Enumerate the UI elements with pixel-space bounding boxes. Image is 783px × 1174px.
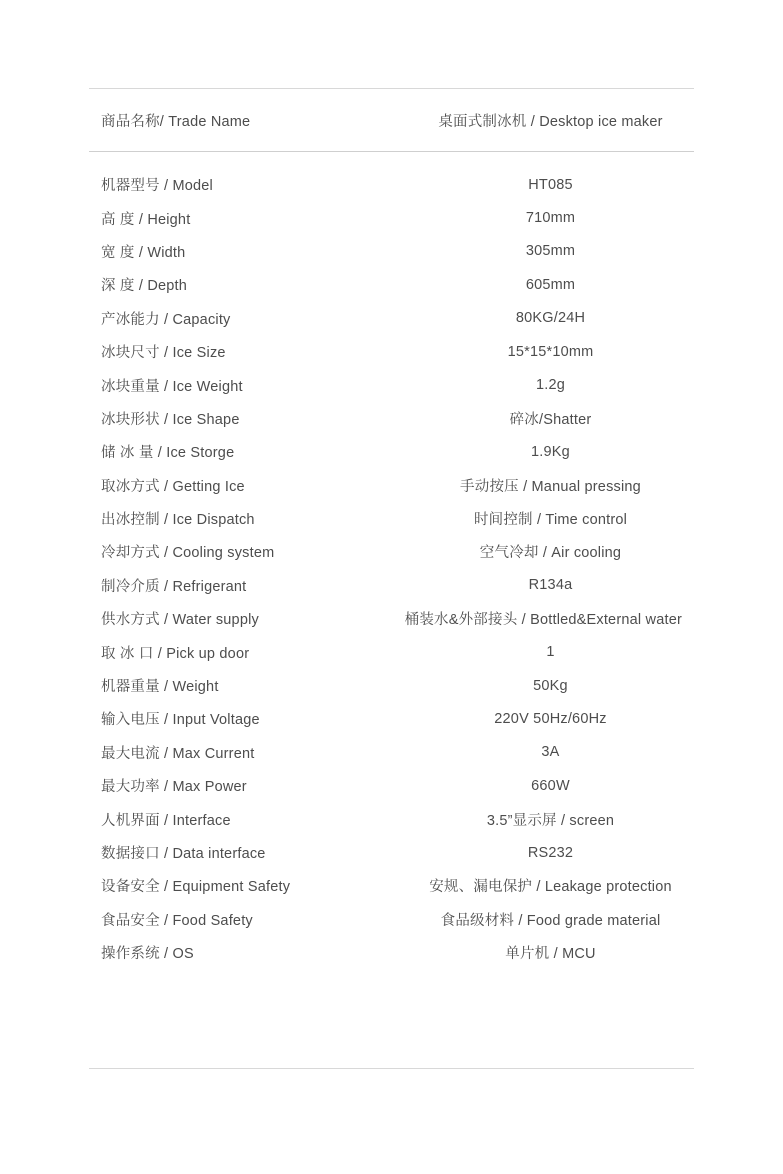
table-row bbox=[89, 836, 694, 869]
row-value: 220V 50Hz/60Hz bbox=[494, 710, 607, 727]
row-value: 3A bbox=[541, 744, 560, 761]
table-row bbox=[89, 168, 694, 201]
row-label: 最大电流 / Max Current bbox=[101, 745, 255, 762]
table-row bbox=[89, 669, 694, 702]
row-label: 储 冰 量 / Ice Storge bbox=[101, 445, 235, 462]
row-label: 设备安全 / Equipment Safety bbox=[101, 879, 291, 896]
row-value: 空气冷却 / Air cooling bbox=[479, 545, 622, 562]
row-label: 冷却方式 / Cooling system bbox=[101, 545, 275, 562]
row-label: 人机界面 / Interface bbox=[101, 812, 231, 829]
row-label: 产冰能力 / Capacity bbox=[101, 311, 231, 328]
table-row bbox=[89, 802, 694, 835]
table-row bbox=[89, 535, 694, 568]
table-row bbox=[89, 368, 694, 401]
row-value: 1 bbox=[546, 644, 555, 661]
row-label: 食品安全 / Food Safety bbox=[101, 912, 253, 929]
table-row bbox=[89, 769, 694, 802]
table-row bbox=[89, 502, 694, 535]
header-label-trade-name: 商品名称/ Trade Name bbox=[101, 113, 251, 130]
table-row bbox=[89, 402, 694, 435]
row-label: 冰块重量 / Ice Weight bbox=[101, 378, 243, 395]
row-value: 单片机 / MCU bbox=[505, 946, 596, 963]
row-label: 输入电压 / Input Voltage bbox=[101, 712, 260, 729]
table-header-row bbox=[89, 89, 694, 151]
table-row bbox=[89, 569, 694, 602]
row-value: RS232 bbox=[527, 844, 574, 861]
row-label: 机器重量 / Weight bbox=[101, 679, 219, 696]
row-value: R134a bbox=[528, 577, 573, 594]
header-value-trade-name: 桌面式制冰机 / Desktop ice maker bbox=[438, 113, 663, 130]
row-value: 1.2g bbox=[535, 377, 566, 394]
row-value: 50Kg bbox=[533, 677, 568, 694]
table-row bbox=[89, 235, 694, 268]
table-row bbox=[89, 268, 694, 301]
row-label: 数据接口 / Data interface bbox=[101, 846, 266, 862]
table-row bbox=[89, 936, 694, 969]
row-label: 深 度 / Depth bbox=[101, 278, 188, 295]
table-row bbox=[89, 736, 694, 769]
table-body bbox=[89, 152, 694, 969]
table-row bbox=[89, 702, 694, 735]
row-value: 660W bbox=[531, 777, 570, 794]
row-value: 710mm bbox=[525, 210, 576, 227]
row-value: 605mm bbox=[525, 276, 576, 293]
table-row bbox=[89, 903, 694, 936]
specification-table bbox=[89, 88, 694, 969]
table-row bbox=[89, 201, 694, 234]
row-label: 取 冰 口 / Pick up door bbox=[101, 645, 250, 662]
row-value: 桶装水&外部接头 / Bottled&External water bbox=[404, 612, 682, 629]
row-value: 80KG/24H bbox=[515, 310, 586, 327]
table-row bbox=[89, 335, 694, 368]
row-value: 15*15*10mm bbox=[507, 343, 594, 360]
table-bottom-divider bbox=[89, 1068, 694, 1069]
row-label: 出冰控制 / Ice Dispatch bbox=[101, 512, 255, 529]
row-value: 手动按压 / Manual pressing bbox=[460, 478, 641, 495]
table-row bbox=[89, 602, 694, 635]
table-row bbox=[89, 869, 694, 902]
row-value: 3.5”显示屏 / screen bbox=[486, 812, 615, 829]
row-label: 供水方式 / Water supply bbox=[101, 612, 259, 629]
table-row bbox=[89, 635, 694, 668]
row-label: 高 度 / Height bbox=[101, 211, 191, 228]
row-value: HT085 bbox=[528, 176, 573, 193]
row-label: 冰块形状 / Ice Shape bbox=[101, 411, 240, 428]
row-label: 宽 度 / Width bbox=[101, 244, 186, 261]
row-label: 操作系统 / OS bbox=[101, 946, 194, 963]
row-value: 食品级材料 / Food grade material bbox=[440, 912, 661, 929]
row-value: 1.9Kg bbox=[531, 443, 570, 460]
table-row bbox=[89, 302, 694, 335]
row-label: 最大功率 / Max Power bbox=[101, 779, 247, 796]
table-row bbox=[89, 435, 694, 468]
row-value: 碎冰/Shatter bbox=[509, 411, 592, 428]
row-value: 安规、漏电保护 / Leakage protection bbox=[429, 879, 672, 896]
row-value: 时间控制 / Time control bbox=[473, 512, 628, 529]
row-value: 305mm bbox=[525, 243, 576, 260]
row-label: 取冰方式 / Getting Ice bbox=[101, 478, 245, 495]
row-label: 冰块尺寸 / Ice Size bbox=[101, 345, 226, 362]
row-label: 机器型号 / Model bbox=[101, 178, 213, 195]
table-row bbox=[89, 469, 694, 502]
row-label: 制冷介质 / Refrigerant bbox=[101, 578, 247, 595]
